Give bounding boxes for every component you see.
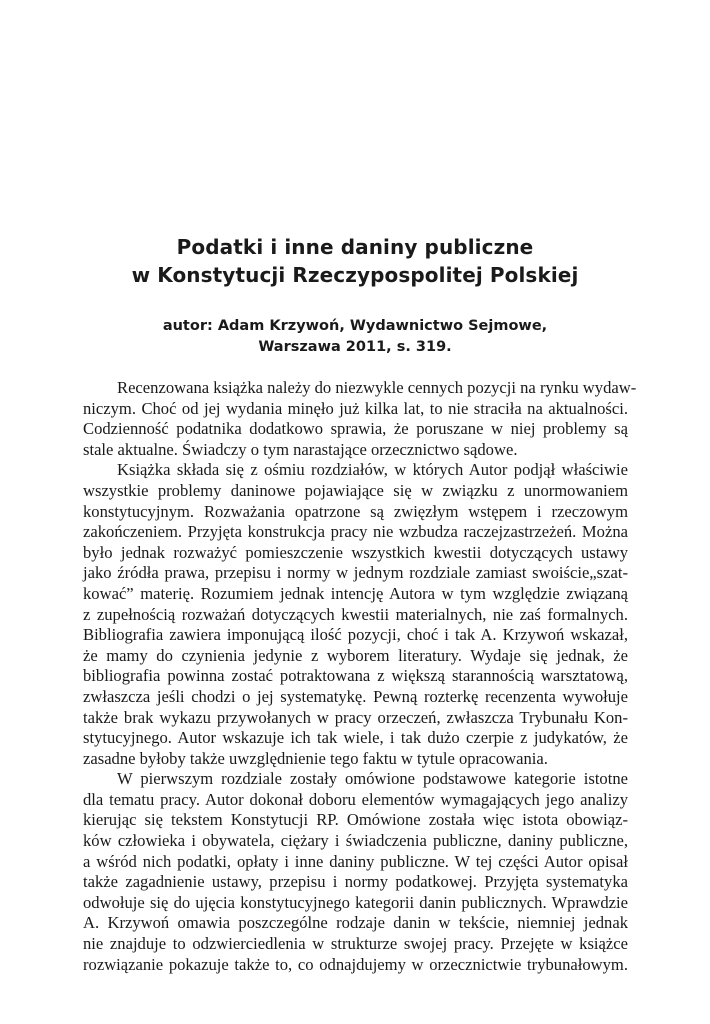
text-line: A. Krzywoń omawia poszczególne rodzaje danin w tekście, niemniej jednak [83, 913, 628, 933]
text-line: jako źródła prawa, przepisu i normy w jednym rozdziale zamiast swoiście„szat- [83, 563, 628, 583]
title-line: w Konstytucji Rzeczypospolitej Polskiej [131, 263, 579, 287]
text-line: stale aktualne. Świadczy o tym narastające orzecznictwo sądowe. [83, 439, 518, 459]
text-line: zakończeniem. Przyjęta konstrukcja pracy nie wzbudza raczejzastrzeżeń. Można [83, 522, 628, 542]
text-line: zasadne byłoby także uwzględnienie tego faktu w tytule opracowania. [83, 748, 548, 768]
text-line: Codzienność podatnika dodatkowo sprawia, że poruszane w niej problemy są [83, 419, 628, 439]
text-line: kierując się tekstem Konstytucji RP. Omówione została więc istota obowiąz- [83, 810, 628, 830]
paragraph [83, 769, 628, 975]
text-line: stytucyjnego. Autor wskazuje ich tak wiele, i tak dużo czerpie z judykatów, że [83, 728, 628, 748]
text-line: odwołuje się do ujęcia konstytucyjnego kategorii danin publicznych. Wprawdzie [83, 892, 628, 912]
document-title [0, 233, 710, 289]
text-line: rozwiązanie pokazuje także to, co odnajdujemy w orzecznictwie trybunałowym. [83, 954, 628, 974]
text-line: konstytucyjnym. Rozważania opatrzone są zwięzłym wstępem i rzeczowym [83, 501, 628, 521]
paragraph [83, 378, 637, 460]
text-line: zwłaszcza jeśli chodzi o jej systematykę. Pewną rozterkę recenzenta wywołuje [83, 686, 628, 706]
title-line: Podatki i inne daniny publiczne [176, 235, 534, 259]
text-line: niczym. Choć od jej wydania minęło już kilka lat, to nie straciła na aktualności. [83, 398, 628, 418]
text-line: kować” materię. Rozumiem jednak intencję Autora w tym względzie związaną [83, 583, 628, 603]
text-line: było jednak rozważyć pomieszczenie wszystkich kwestii dotyczących ustawy [83, 542, 628, 562]
text-line: także brak wykazu przywołanych w pracy orzeczeń, zwłaszcza Trybunału Kon- [83, 707, 628, 727]
metadata-line: Warszawa 2011, s. 319. [258, 339, 452, 355]
review-body [83, 378, 637, 975]
text-line: nie znajduje to odzwierciedlenia w strukturze swojej pracy. Przejęte w książce [83, 934, 628, 954]
text-line: ków człowieka i obywatela, ciężary i świadczenia publiczne, daniny publiczne, [83, 831, 628, 851]
text-line: bibliografia powinna zostać potraktowana z większą starannością warsztatową, [83, 666, 628, 686]
text-line: a wśród nich podatki, opłaty i inne daniny publiczne. W tej części Autor opisał [83, 851, 628, 871]
text-line: Recenzowana książka należy do niezwykle cennych pozycji na rynku wydaw- [117, 378, 637, 397]
text-line: także zagadnienie ustawy, przepisu i normy podatkowej. Przyjęta systematyka [83, 872, 628, 892]
paragraph [83, 460, 628, 769]
text-line: dla tematu pracy. Autor dokonał doboru elementów wymagających jego analizy [83, 789, 628, 809]
text-line: że mamy do czynienia jedynie z wyborem literatury. Wydaje się jednak, że [83, 645, 628, 665]
text-line: W pierwszym rozdziale zostały omówione podstawowe kategorie istotne [117, 769, 628, 789]
text-line: z zupełnością rozważań dotyczących kwestii materialnych, nie zaś formalnych. [83, 604, 628, 624]
text-line: wszystkie problemy daninowe pojawiające się w związku z unormowaniem [83, 480, 628, 500]
book-metadata [0, 316, 710, 358]
text-line: Książka składa się z ośmiu rozdziałów, w których Autor podjął właściwie [117, 460, 628, 480]
text-line: Bibliografia zawiera imponującą ilość pozycji, choć i tak A. Krzywoń wskazał, [83, 625, 628, 645]
metadata-line: autor: Adam Krzywoń, Wydawnictwo Sejmowe, [162, 318, 548, 334]
